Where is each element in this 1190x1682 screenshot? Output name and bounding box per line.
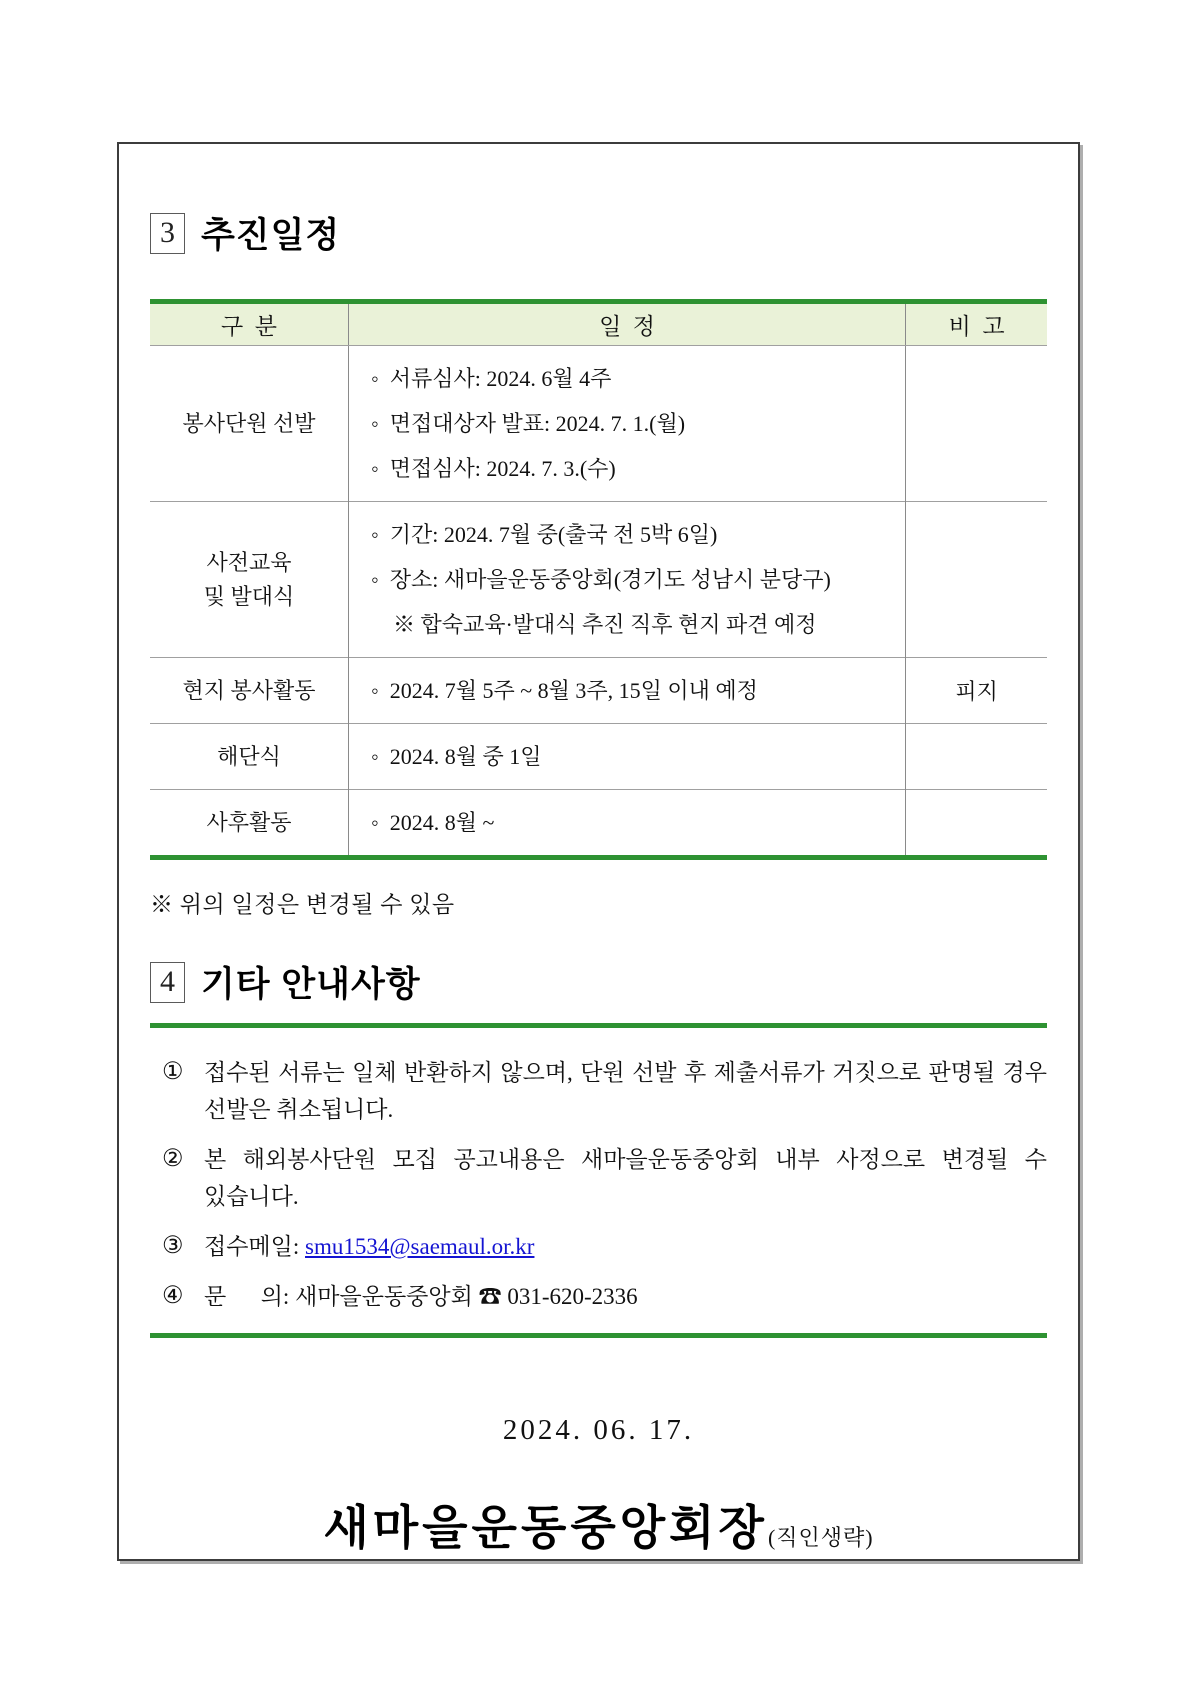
category-cell: 사전교육 및 발대식: [150, 502, 348, 658]
notice-item: [150, 1141, 1053, 1215]
schedule-row: [150, 724, 1047, 790]
schedule-row: [150, 790, 1047, 858]
schedule-line: ◦ 기간: 2024. 7월 중(출국 전 5박 6일): [370, 522, 718, 547]
header-cell-schedule: 일 정: [348, 302, 905, 346]
notice-text: 문 의: 새마을운동중앙회 ☎ 031-620-2336: [204, 1284, 638, 1309]
signature-line: [150, 1491, 1047, 1558]
schedule-row: [150, 502, 1047, 658]
schedule-line: ◦ 서류심사: 2024. 6월 4주: [370, 366, 612, 391]
schedule-cell: [348, 658, 905, 724]
signer-org-name: 새마을운동중앙회장: [323, 1501, 768, 1554]
schedule-line: ◦ 2024. 8월 중 1일: [370, 744, 542, 769]
header-cell-category: 구 분: [150, 302, 348, 346]
schedule-line: ◦ 장소: 새마을운동중앙회(경기도 성남시 분당구): [370, 567, 831, 592]
category-cell: 봉사단원 선발: [150, 346, 348, 502]
notice-list: [150, 1054, 1053, 1315]
notice-text: 접수메일: smu1534@saemaul.or.kr: [204, 1234, 535, 1259]
schedule-header-row: [150, 302, 1047, 346]
schedule-cell: [348, 502, 905, 658]
section-3-title: 추진일정: [201, 216, 341, 255]
document-date: 2024. 06. 17.: [502, 1414, 695, 1446]
remark-cell: [906, 724, 1047, 790]
closing-rule: [150, 1333, 1047, 1338]
schedule-line: ◦ 2024. 8월 ~: [370, 810, 495, 835]
schedule-line: ◦ 면접대상자 발표: 2024. 7. 1.(월): [370, 411, 686, 436]
schedule-table-head: [150, 302, 1047, 346]
category-cell: 사후활동: [150, 790, 348, 858]
notice-number: ④: [162, 1283, 184, 1309]
schedule-cell: [348, 790, 905, 858]
category-cell: 현지 봉사활동: [150, 658, 348, 724]
section-4-title: 기타 안내사항: [201, 965, 421, 1004]
schedule-row: [150, 658, 1047, 724]
schedule-row: [150, 346, 1047, 502]
application-email-link[interactable]: smu1534@saemaul.or.kr: [305, 1234, 535, 1259]
remark-cell: [906, 346, 1047, 502]
notice-number: ②: [162, 1146, 184, 1172]
notice-text: 접수된 서류는 일체 반환하지 않으며, 단원 선발 후 제출서류가 거짓으로 판명될 경우 선발은 취소됩니다.: [204, 1060, 1053, 1122]
schedule-table-body: [150, 346, 1047, 858]
schedule-line: ※ 합숙교육·발대식 추진 직후 현지 파견 예정: [370, 612, 817, 637]
notice-item: [150, 1278, 1047, 1315]
category-cell: 해단식: [150, 724, 348, 790]
section-3-number-box: 3: [150, 213, 185, 254]
notice-text: 본 해외봉사단원 모집 공고내용은 새마을운동중앙회 내부 사정으로 변경될 수 있습니다.: [204, 1147, 1053, 1209]
schedule-cell: [348, 724, 905, 790]
page-content: [119, 208, 1078, 1558]
page-border-frame: [117, 142, 1080, 1561]
notice-item: [150, 1054, 1053, 1128]
header-cell-remark: 비 고: [906, 302, 1047, 346]
remark-cell: [906, 502, 1047, 658]
schedule-line: ◦ 2024. 7월 5주 ~ 8월 3주, 15일 이내 예정: [370, 678, 758, 703]
schedule-table: [150, 299, 1047, 860]
notice-number: ①: [162, 1059, 184, 1085]
remark-cell: [906, 790, 1047, 858]
table-change-note: ※ 위의 일정은 변경될 수 있음: [150, 892, 455, 917]
notice-item: [150, 1228, 1047, 1265]
schedule-line: ◦ 면접심사: 2024. 7. 3.(수): [370, 456, 616, 481]
schedule-cell: [348, 346, 905, 502]
section-4-number-box: 4: [150, 962, 185, 1003]
remark-cell: 피지: [906, 658, 1047, 724]
section-4-heading: [150, 957, 1047, 1007]
section-4-underline: [150, 1023, 1047, 1028]
seal-omitted-note: (직인생략): [767, 1525, 874, 1550]
notice-number: ③: [162, 1233, 184, 1259]
section-3-heading: [150, 208, 1047, 258]
